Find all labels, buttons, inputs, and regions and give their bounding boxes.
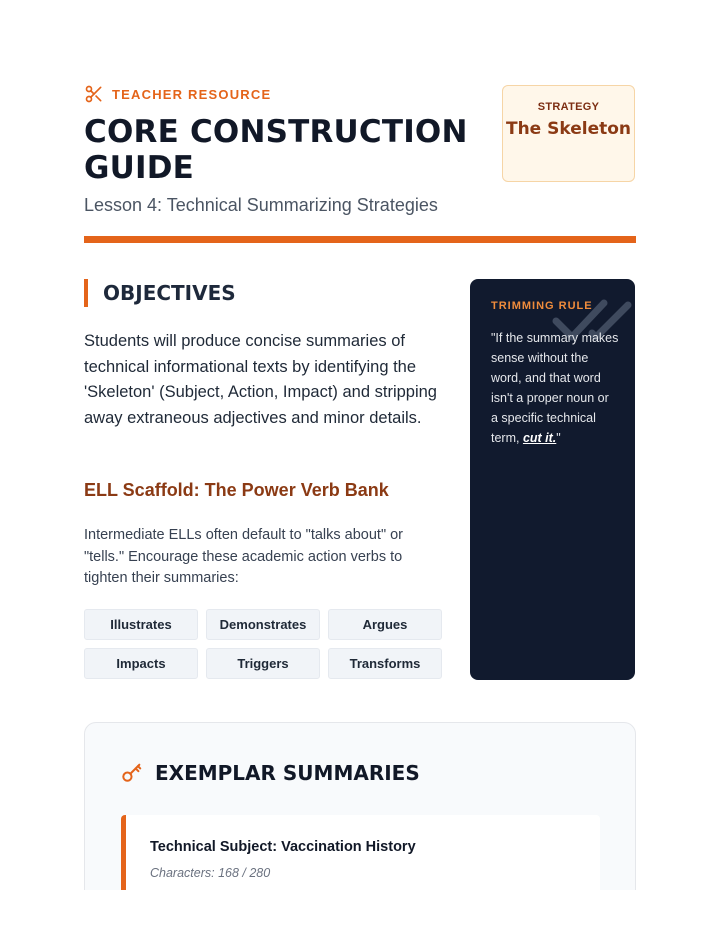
scissors-icon: [84, 84, 104, 104]
page-subtitle: Lesson 4: Technical Summarizing Strategies: [84, 195, 438, 215]
verb-chip: Transforms: [328, 648, 442, 679]
ell-heading: ELL Scaffold: The Power Verb Bank: [84, 480, 389, 500]
exemplar-heading: EXEMPLAR SUMMARIES: [155, 761, 420, 785]
verb-chip: Illustrates: [84, 609, 198, 640]
quote-close: ": [556, 431, 561, 445]
objectives-text: Students will produce concise summaries of technical informational texts by identifying the 'Skeleton' (Subject, Action, Impact) and stripping away extraneous adjectives and minor details.: [84, 332, 437, 427]
page-title: CORE CONSTRUCTION GUIDE: [84, 114, 468, 186]
strategy-badge: [502, 85, 635, 182]
page-bottom-edge: [0, 890, 720, 932]
quote-emphasis: cut it.: [522, 431, 557, 445]
quote-text: "If the summary makes sense without the word, and that word isn't a proper noun or a specific technical term,: [491, 331, 619, 445]
exemplar-card-title: Technical Subject: Vaccination History: [150, 839, 416, 855]
ell-text: Intermediate ELLs often default to "talks about" or "tells." Encourage these academic action verbs to tighten their summaries:: [84, 527, 404, 586]
trimming-rule-label: TRIMMING RULE: [491, 300, 593, 312]
eyebrow-label: TEACHER RESOURCE: [112, 86, 272, 102]
objectives-heading: OBJECTIVES: [84, 279, 236, 307]
verb-chip: Impacts: [84, 648, 198, 679]
verb-chip: Demonstrates: [206, 609, 320, 640]
verb-chip: Triggers: [206, 648, 320, 679]
trimming-rule-quote: [491, 328, 619, 448]
trimming-rule-panel: [470, 279, 635, 680]
key-icon: [121, 762, 143, 784]
strategy-value: The Skeleton: [505, 119, 632, 139]
verb-chip: Argues: [328, 609, 442, 640]
strategy-label: STRATEGY: [537, 101, 600, 113]
exemplar-card-meta: Characters: 168 / 280: [150, 866, 271, 880]
power-verb-bank: [84, 609, 443, 679]
header-divider: [84, 236, 636, 243]
exemplar-header: [121, 761, 420, 785]
